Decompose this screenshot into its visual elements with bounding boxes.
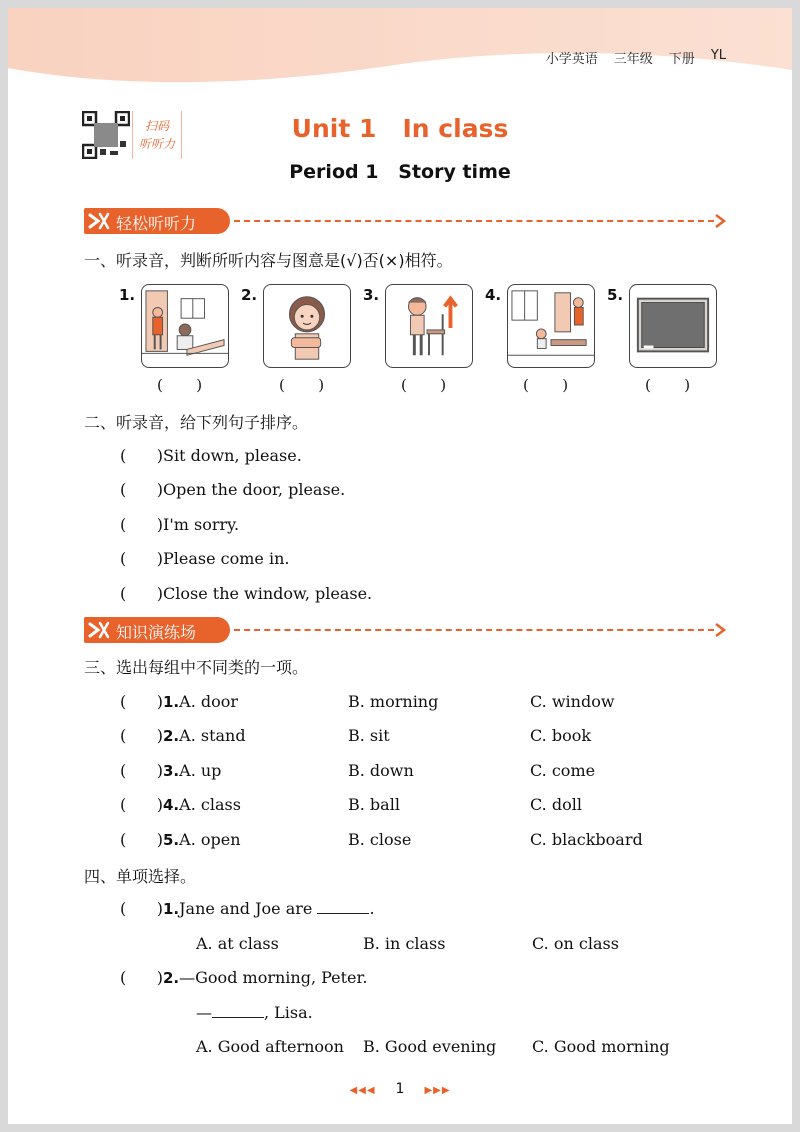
item-number: 2. (163, 727, 180, 745)
option-b: B. close (348, 830, 412, 849)
option-b: B. morning (348, 692, 439, 711)
option-a: A. stand (179, 726, 246, 745)
unit-title: Unit 1 In class (291, 114, 509, 143)
item-number: 4. (163, 796, 180, 814)
question-4-heading: 四、单项选择。 (84, 867, 197, 886)
picture-number: 5. (607, 286, 624, 304)
sentence-text: Open the door, please. (163, 480, 346, 499)
answer-paren[interactable]: ( ) (120, 968, 163, 987)
answer-paren[interactable]: ( ) (120, 446, 163, 465)
answer-paren[interactable]: ( ) (120, 830, 163, 849)
answer-paren[interactable]: ( ) (120, 761, 163, 780)
option-b: B. sit (348, 726, 390, 745)
item-number: 1. (163, 900, 180, 918)
option-b: B. down (348, 761, 414, 780)
option-a: A. open (179, 830, 241, 849)
sparkle-icon (88, 621, 110, 639)
sentence-text: I'm sorry. (163, 515, 240, 534)
picture-open-door (141, 284, 229, 368)
answer-paren[interactable]: ( ) (120, 795, 163, 814)
qr-label-line2: 听听力 (138, 137, 175, 151)
qr-label-line1: 扫码 (144, 119, 169, 133)
option-c: C. blackboard (530, 830, 643, 849)
option-c: C. on class (532, 934, 619, 953)
item-number: 2. (163, 969, 180, 987)
answer-paren[interactable]: ( ) (401, 376, 447, 394)
order-item (120, 446, 302, 465)
question-1-heading: 一、听录音，判断所听内容与图意是(√)否(×)相符。 (84, 251, 453, 270)
picture-number: 3. (363, 286, 380, 304)
answer-paren[interactable]: ( ) (120, 549, 163, 568)
question-2-heading: 二、听录音，给下列句子排序。 (84, 413, 309, 432)
sentence-text: Sit down, please. (163, 446, 302, 465)
option-a: A. class (179, 795, 241, 814)
banner-label: 知识演练场 (116, 623, 197, 642)
meta-edition: YL (710, 48, 726, 63)
book-meta (546, 48, 726, 67)
page-number: 1 (395, 1081, 405, 1097)
answer-paren[interactable]: ( ) (279, 376, 325, 394)
order-item (120, 584, 372, 603)
choice-question-2 (120, 968, 368, 987)
sentence-text: Please come in. (163, 549, 290, 568)
option-a: A. up (179, 761, 222, 780)
answer-paren[interactable]: ( ) (523, 376, 569, 394)
answer-paren[interactable]: ( ) (120, 899, 163, 918)
option-c: C. window (530, 692, 615, 711)
answer-paren[interactable]: ( ) (645, 376, 691, 394)
dashed-divider (234, 220, 714, 222)
option-a: A. Good afternoon (196, 1037, 344, 1056)
banner-label: 轻松听听力 (116, 214, 197, 233)
question-text-end: . (369, 899, 375, 918)
order-item (120, 549, 289, 568)
option-a: A. door (179, 692, 239, 711)
arrows-left-icon: ◀◀◀ (349, 1085, 376, 1096)
dialogue-reply (196, 1003, 313, 1022)
arrow-right-icon (714, 622, 728, 638)
choice-question-1 (120, 899, 375, 918)
section-banner-practice (84, 617, 734, 645)
picture-number: 4. (485, 286, 502, 304)
order-item (120, 515, 239, 534)
reply-text: , Lisa. (264, 1003, 313, 1022)
fill-blank[interactable] (212, 1003, 264, 1018)
option-c: C. Good morning (532, 1037, 670, 1056)
picture-stand-up (385, 284, 473, 368)
question-text: Jane and Joe are (179, 899, 318, 918)
worksheet-page (8, 8, 792, 1124)
section-banner-listening (84, 208, 734, 236)
banner-pill (84, 617, 230, 643)
arrows-right-icon: ▶▶▶ (424, 1085, 451, 1096)
answer-paren[interactable]: ( ) (157, 376, 203, 394)
option-c: C. doll (530, 795, 582, 814)
meta-volume: 下册 (668, 52, 695, 67)
picture-close-window (507, 284, 595, 368)
option-a: A. at class (196, 934, 279, 953)
item-number: 5. (163, 831, 180, 849)
order-item (120, 480, 345, 499)
option-b: B. Good evening (363, 1037, 497, 1056)
sparkle-icon (88, 212, 110, 230)
option-b: B. ball (348, 795, 400, 814)
answer-paren[interactable]: ( ) (120, 726, 163, 745)
fill-blank[interactable] (317, 899, 369, 914)
picture-number: 1. (119, 286, 136, 304)
question-text: —Good morning, Peter. (179, 968, 368, 987)
picture-girl-sorry (263, 284, 351, 368)
arrow-right-icon (714, 213, 728, 229)
sentence-text: Close the window, please. (163, 584, 373, 603)
dashed-divider (234, 629, 714, 631)
option-b: B. in class (363, 934, 446, 953)
meta-grade: 三年级 (613, 52, 653, 67)
page-footer (8, 1081, 792, 1097)
answer-paren[interactable]: ( ) (120, 480, 163, 499)
banner-pill (84, 208, 230, 234)
picture-number: 2. (241, 286, 258, 304)
option-c: C. come (530, 761, 596, 780)
answer-paren[interactable]: ( ) (120, 515, 163, 534)
meta-subject: 小学英语 (545, 52, 598, 67)
answer-paren[interactable]: ( ) (120, 692, 163, 711)
dash: — (196, 1003, 212, 1022)
option-c: C. book (530, 726, 592, 745)
item-number: 3. (163, 762, 180, 780)
picture-blackboard (629, 284, 717, 368)
answer-paren[interactable]: ( ) (120, 584, 163, 603)
item-number: 1. (163, 693, 180, 711)
question-3-heading: 三、选出每组中不同类的一项。 (84, 658, 309, 677)
period-title: Period 1 Story time (289, 161, 511, 183)
